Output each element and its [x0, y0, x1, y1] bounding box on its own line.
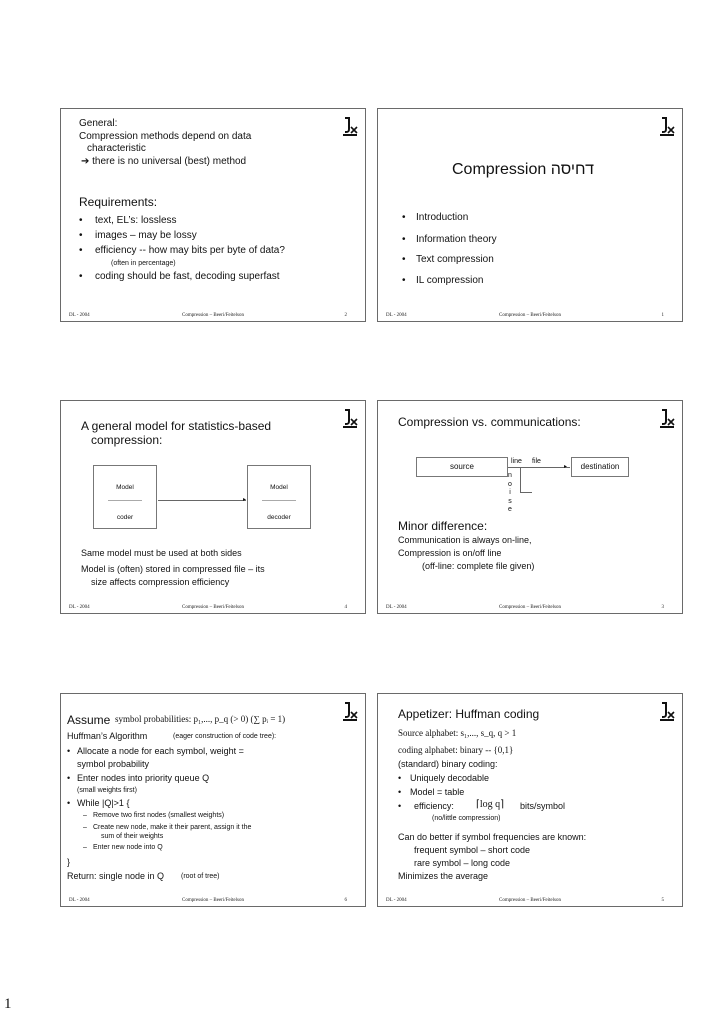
university-logo-icon [341, 700, 359, 722]
bullet-text: Uniquely decodable [410, 773, 490, 783]
university-logo-icon [658, 407, 676, 429]
box-label: destination [580, 462, 620, 471]
toc-item: Information theory [416, 234, 497, 245]
algorithm-title: Huffman’s Algorithm [67, 731, 148, 741]
return-text: Return: single node in Q [67, 871, 165, 881]
channel-line [508, 467, 570, 468]
line-label: line [511, 458, 522, 465]
bullet: • [398, 773, 402, 783]
text-line: Model is (often) stored in compressed file – its [81, 564, 265, 574]
text-line: characteristic [87, 143, 146, 154]
destination-box [571, 457, 629, 477]
box-label: decoder [267, 514, 291, 521]
text-line: size affects compression efficiency [91, 577, 230, 587]
bullet-subtext: (often in percentage) [111, 260, 176, 267]
box-label: Model [270, 484, 288, 491]
toc-item: Introduction [416, 212, 469, 223]
toc-item: Text compression [416, 254, 494, 265]
slide-2: General: Compression methods depend on data characteristic ➔ there is no universal (best) method Requirements: • text, EL’s: lossless • images – may be lossy • efficiency -- how may bits per byte of data? (often in percentage) • coding should be fast, decoding superfast DL - 2004 Compression – Beeri/Feitelson 2 [60, 108, 366, 322]
bullet: • [402, 275, 406, 286]
university-logo-icon [658, 700, 676, 722]
bullet: • [398, 801, 402, 811]
assume-label: Assume [67, 713, 111, 727]
bullet: • [402, 254, 406, 265]
bullet-subtext: (no/little compression) [432, 815, 501, 822]
text-line: (off-line: complete file given) [422, 561, 535, 571]
text-line: Same model must be used at both sides [81, 548, 242, 558]
source-box [416, 457, 508, 477]
sub-step: Enter new node into Q [93, 844, 163, 851]
slide-1: Compression דחיסה • Introduction • Information theory • Text compression • IL compression DL - 2004 Compression – Beeri/Feitelson 1 [377, 108, 683, 322]
sub-step: Remove two first nodes (smallest weights) [93, 812, 225, 819]
text-line: Communication is always on-line, [398, 535, 532, 545]
slide-4: A general model for statistics-based compression: Model coder ▸ Model decoder Same model must be used at both sides Model is (often) stored in compressed file – its size affects compression efficiency DL - 2004 Compression – Beeri/Feitelson 4 [60, 400, 366, 614]
text-line: Compression methods depend on data [79, 131, 252, 142]
bullet: • [67, 773, 71, 783]
slide-title: compression: [91, 433, 163, 447]
box-label: Model [116, 484, 134, 491]
bullet: • [67, 798, 71, 808]
text-line: rare symbol – long code [414, 858, 511, 868]
bullet-text: efficiency: [414, 801, 454, 811]
bullet-text: efficiency -- how may bits per byte of data? [95, 245, 285, 256]
bullet: • [398, 787, 402, 797]
sub-step: Create new node, make it their parent, assign it the [93, 824, 252, 831]
source-alphabet: Source alphabet: s₁,..., s_q, q > 1 [398, 728, 517, 738]
bullet: • [79, 271, 83, 282]
slide-title: Compression דחיסה [452, 161, 594, 178]
bullet-text: coding should be fast, decoding superfast [95, 271, 280, 282]
bullet: • [402, 212, 406, 223]
noise-connector [520, 468, 532, 493]
bullet: • [79, 215, 83, 226]
decoder-box [247, 465, 311, 529]
bullet: • [79, 230, 83, 241]
dash: – [83, 812, 87, 819]
dash: – [83, 824, 87, 831]
coding-alphabet: coding alphabet: binary -- {0,1} [398, 745, 514, 755]
toc-item: IL compression [416, 275, 484, 286]
subheading: Minor difference: [398, 519, 488, 533]
box-label: source [449, 462, 474, 471]
bullet-text: bits/symbol [520, 801, 566, 811]
step-text: While |Q|>1 { [77, 798, 130, 808]
arrow-head-icon: ▸ [564, 464, 568, 470]
text-line: Compression is on/off line [398, 548, 502, 558]
bullet-text: text, EL’s: lossless [95, 215, 177, 226]
arrow-head-icon: ▸ [243, 497, 247, 503]
box-label: coder [116, 514, 134, 521]
text-line: Minimizes the average [398, 871, 489, 881]
divider [262, 500, 296, 501]
step-text: symbol probability [77, 759, 150, 769]
close-brace: } [67, 857, 71, 867]
university-logo-icon [341, 115, 359, 137]
bullet: • [402, 234, 406, 245]
step-text: Allocate a node for each symbol, weight = [77, 746, 244, 756]
page-number: 1 [4, 996, 12, 1012]
general-heading: General: [79, 118, 118, 129]
bullet-text: Model = table [410, 787, 465, 797]
text-line: (standard) binary coding: [398, 759, 498, 769]
slide-title: Compression vs. communications: [398, 415, 581, 429]
bullet: • [67, 746, 71, 756]
divider [108, 500, 142, 501]
university-logo-icon [658, 115, 676, 137]
dash: – [83, 844, 87, 851]
bullet-text: images – may be lossy [95, 230, 197, 241]
return-subtext: (root of tree) [181, 873, 220, 880]
slide-3: Compression vs. communications: line file source ▸ destination n o i s e Minor difference: Communication is always on-line, Compression is on/off line (off-line: complete file given) DL - 2004 Compression – Beeri/Feitelson 3 [377, 400, 683, 614]
algorithm-subtitle: (eager construction of code tree): [173, 733, 277, 740]
arrow [158, 500, 246, 501]
slide-title: Appetizer: Huffman coding [398, 707, 540, 721]
formula: symbol probabilities: p₁,..., p_q (> 0) (∑ pᵢ = 1) [115, 714, 286, 724]
requirements-heading: Requirements: [79, 195, 158, 209]
university-logo-icon [341, 407, 359, 429]
slide-6: Assume symbol probabilities: p₁,..., p_q (> 0) (∑ pᵢ = 1) Huffman’s Algorithm (eager construction of code tree): • Allocate a node for each symbol, weight = symbol probability • Enter nodes into priority queue Q (small weights first) • While |Q|>1 { – Remove two first nodes (smallest weights) – Create new node, make it their parent, assign it the sum of their weights – Enter new node into Q } Return: single node in Q (root of tree) DL - 2004 Compression – Beeri/Feitelson 6 [60, 693, 366, 907]
bullet: • [79, 245, 83, 256]
file-label: file [532, 458, 541, 465]
slide-title: A general model for statistics-based [81, 419, 272, 433]
sub-step: sum of their weights [101, 833, 164, 840]
step-text: Enter nodes into priority queue Q [77, 773, 210, 783]
formula: ⌈log q⌉ [476, 799, 505, 810]
text-line: Can do better if symbol frequencies are known: [398, 832, 587, 842]
step-subtext: (small weights first) [77, 787, 137, 794]
text-line: frequent symbol – short code [414, 845, 531, 855]
text-line: ➔ there is no universal (best) method [81, 156, 247, 167]
noise-label: n o i s e [508, 472, 512, 513]
coder-box [93, 465, 157, 529]
slide-5: Appetizer: Huffman coding Source alphabet: s₁,..., s_q, q > 1 coding alphabet: binary -- {0,1} (standard) binary coding: • Uniquely decodable • Model = table • efficiency: ⌈log q⌉ bits/symbol (no/little compression) Can do better if symbol frequencies are known: frequent symbol – short code rare symbol – long code Minimizes the average DL - 2004 Compression – Beeri/Feitelson 5 [377, 693, 683, 907]
